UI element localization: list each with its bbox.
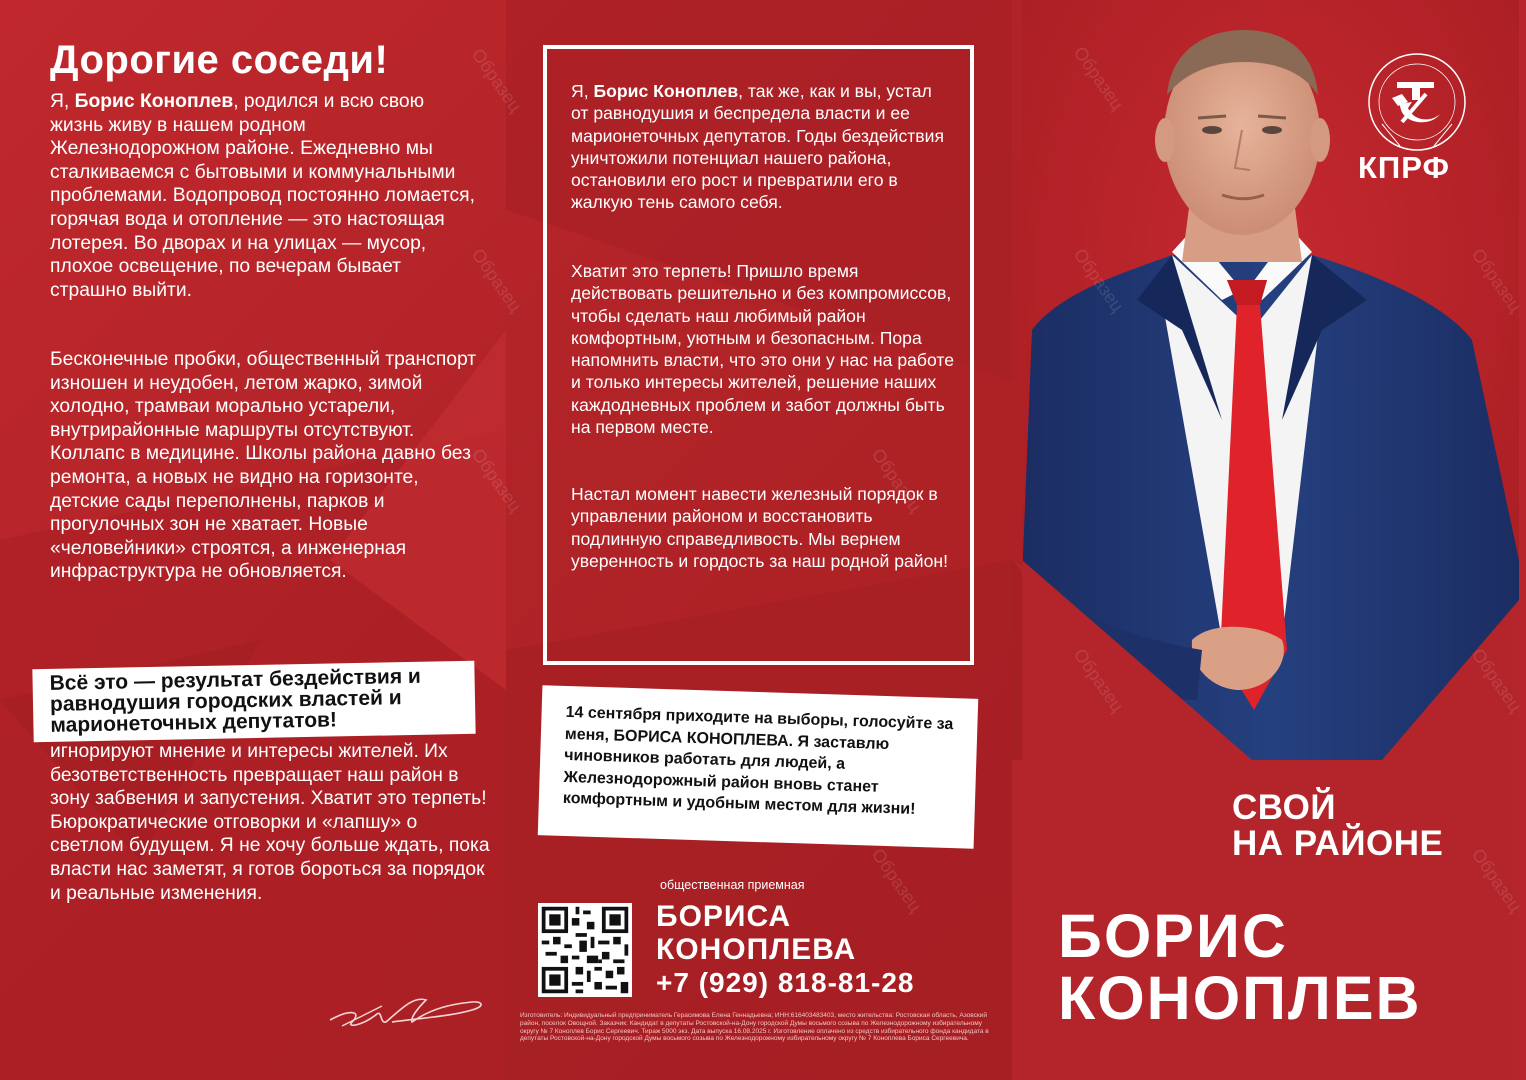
candidate-first-name: БОРИС [1058,902,1288,970]
phone-number[interactable]: +7 (929) 818-81-28 [656,967,915,998]
left-panel [0,0,506,1080]
vote-call-box [538,685,978,849]
candidate-last-name: КОНОПЛЕВ [1058,964,1422,1032]
frame-paragraph-1 [571,80,951,214]
reception-name-line1: БОРИСА [656,900,792,933]
problems-paragraph: Бесконечные пробки, общественный транспорт изношен и неудобен, летом жарко, зимой холодно, трамваи морально устарели, внутрирайонные маршруты отсутствуют. Коллапс в медицине. Школы района давно без ремонта, а новых не видно на горизонте, детские сады переполнены, парков и прогулочных зон не хватает. Новые «человейники» строятся, а инженерная инфраструктура не обновляется. [50,349,477,583]
slogan [1232,790,1443,862]
slogan-line2: НА РАЙОНЕ [1232,824,1444,863]
vote-call-text: 14 сентября приходите на выборы, голосуйте за меня, БОРИСА КОНОПЛЕВА. Я заставлю чиновников работать для людей, а Железнодорожный район вновь станет комфортным и удобным местом для жизни! [562,703,954,818]
reception-name-line2: КОНОПЛЕВА [656,933,857,966]
candidate-name [1058,902,1422,1032]
frame-p1-name: Борис Коноплев [593,81,739,101]
frame-paragraph-3: Настал момент навести железный порядок в управлении районом и восстановить подлинную справедливость. Мы вернем уверенность и гордость за наш родной район! [571,484,948,571]
qr-code-image[interactable] [538,903,632,997]
intro-paragraph: Я, Борис Коноплев, родился и всю свою жизнь живу в нашем родном Железнодорожном районе. Ежедневно мы сталкиваемся с бытовыми и коммунальными проблемами. Водопровод постоянно ломается, горячая вода и отопление — это настоящая лотерея. Во дворах и на улицах — мусор, плохое освещение, по вечерам бывает страшно выйти. [50,91,475,301]
intro-candidate-name: Борис Коноплев [74,91,234,112]
watermark-text: Образец [867,444,926,516]
legal-imprint: Изготовитель: Индивидуальный предприниматель Герасимова Елена Геннадьевна; ИНН:616403483403, место жительства: Ростовская область, Азовский район, поселок Овощной. Заказчик: Кандидат в депутаты Ростовской-на-Дону городской Думы восьмого созыва по Железнодорожному избирательному округу № 7 Коноплев Борис Сергеевич. Тираж 5000 экз. Дата выпуска 16.08.2025 г. Изготовление оплачено из средств избирательного фонда кандидата в депутаты Ростовской-на-Дону городской Думы восьмого созыва по Железнодорожному избирательному округу № 7 Коноплева Бориса Сергеевича. [520,1012,989,1043]
slogan-line1: СВОЙ [1232,788,1337,827]
authorities-paragraph: игнорируют мнение и интересы жителей. Их безответственность превращает наш район в зону забвения и запустения. Хватит это терпеть! Бюрократические отговорки и «лапшу» о светлом будущем. Я не хочу больше ждать, пока власти нас заметят, я готов бороться за порядок и реальные изменения. [50,741,490,904]
callout-box [32,661,475,742]
kprf-logo-text: КПРФ [1358,150,1450,185]
frame-p1-prefix: Я, [571,81,594,101]
watermark-text: Образец [467,44,526,116]
callout-text: Всё это — результат бездействия и равнодушия городских властей и марионеточных депутатов! [49,664,422,737]
reception-label: общественная приемная [660,878,805,892]
frame-paragraph-2: Хватит это терпеть! Пришло время действовать решительно и без компромиссов, чтобы сделать наш любимый район комфортным, уютным и безопасным. Пора напомнить власти, что это они у нас на работе и только интересы жителей, решение наших каждодневных проблем и забот должны быть на первом месте. [571,261,955,438]
signature-image [322,978,492,1038]
watermark-text: Образец [467,244,526,316]
greeting-heading: Дорогие соседи! [50,38,389,82]
reception-name [656,900,856,966]
frame-p1-rest: , так же, как и вы, устал от равнодушия и беспредела власти и ее марионеточных депутатов. Годы бездействия уничтожили потенциал нашего района, остановили его рост и превратили его в жалкую тень самого себя. [571,81,945,213]
